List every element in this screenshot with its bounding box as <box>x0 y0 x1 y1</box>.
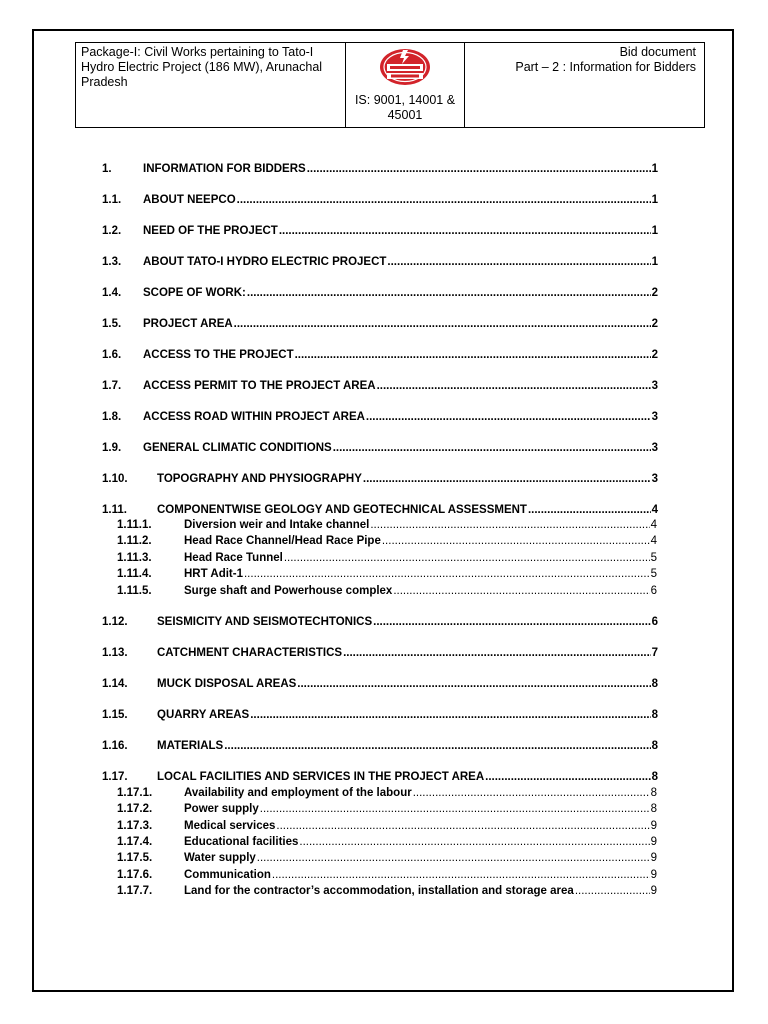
toc-entry-page: 9 <box>650 885 657 897</box>
toc-entry[interactable] <box>102 442 658 454</box>
toc-dot-leader <box>260 803 650 815</box>
toc-entry-title: Educational facilities <box>184 836 299 848</box>
toc-entry-number: 1.17.2. <box>117 803 153 815</box>
toc-entry[interactable] <box>117 836 657 848</box>
toc-entry[interactable] <box>102 225 658 237</box>
toc-entry[interactable] <box>102 163 658 175</box>
toc-entry-page: 7 <box>651 647 658 659</box>
toc-dot-leader <box>244 568 650 580</box>
toc-entry-title: ACCESS ROAD WITHIN PROJECT AREA <box>143 411 365 423</box>
toc-entry-title: COMPONENTWISE GEOLOGY AND GEOTECHNICAL ASSESSMENT <box>157 504 527 516</box>
toc-dot-leader <box>370 519 649 531</box>
toc-entry-page: 3 <box>651 473 658 485</box>
toc-dot-leader <box>234 318 651 330</box>
toc-entry-page: 9 <box>650 852 657 864</box>
toc-entry-number: 1.11.3. <box>117 552 152 564</box>
toc-entry[interactable] <box>117 803 657 815</box>
toc-entry-title: Head Race Tunnel <box>184 552 283 564</box>
toc-entry-title: QUARRY AREAS <box>157 709 250 721</box>
toc-entry-title: INFORMATION FOR BIDDERS <box>143 163 306 175</box>
toc-entry-number: 1.14. <box>102 678 128 690</box>
toc-entry-page: 1 <box>651 194 658 206</box>
toc-dot-leader <box>387 256 650 268</box>
toc-entry[interactable] <box>102 349 658 361</box>
toc-entry-title: NEED OF THE PROJECT <box>143 225 278 237</box>
toc-dot-leader <box>279 225 651 237</box>
toc-entry-page: 9 <box>650 836 657 848</box>
toc-dot-leader <box>250 709 650 721</box>
toc-entry-title: Head Race Channel/Head Race Pipe <box>184 535 381 547</box>
toc-entry-title: GENERAL CLIMATIC CONDITIONS <box>143 442 332 454</box>
toc-entry-page: 4 <box>650 519 657 531</box>
toc-entry-title: TOPOGRAPHY AND PHYSIOGRAPHY <box>157 473 362 485</box>
toc-entry-page: 8 <box>650 803 657 815</box>
toc-entry-page: 4 <box>650 535 657 547</box>
toc-entry[interactable] <box>102 771 658 783</box>
toc-entry-page: 3 <box>651 411 658 423</box>
toc-entry-number: 1.13. <box>102 647 128 659</box>
toc-entry[interactable] <box>117 852 657 864</box>
toc-entry[interactable] <box>102 616 658 628</box>
toc-entry-page: 1 <box>651 256 658 268</box>
toc-entry-title: MUCK DISPOSAL AREAS <box>157 678 297 690</box>
toc-entry-number: 1.11.4. <box>117 568 152 580</box>
toc-entry-number: 1.11.1. <box>117 519 152 531</box>
toc-entry[interactable] <box>102 678 658 690</box>
toc-entry-page: 3 <box>651 380 658 392</box>
toc-dot-leader <box>276 820 649 832</box>
toc-entry[interactable] <box>102 647 658 659</box>
toc-entry-number: 1.17.3. <box>117 820 153 832</box>
toc-entry-title: LOCAL FACILITIES AND SERVICES IN THE PROJECT AREA <box>157 771 485 783</box>
toc-dot-leader <box>307 163 651 175</box>
toc-entry[interactable] <box>117 885 657 897</box>
toc-entry[interactable] <box>117 585 657 597</box>
toc-entry[interactable] <box>102 380 658 392</box>
toc-entry-number: 1.17.7. <box>117 885 153 897</box>
iso-certification: IS: 9001, 14001 & 45001 <box>354 93 456 122</box>
toc-entry-title: ABOUT NEEPCO <box>143 194 236 206</box>
toc-entry-page: 9 <box>650 869 657 881</box>
toc-entry-page: 6 <box>651 616 658 628</box>
toc-entry-title: Communication <box>184 869 271 881</box>
toc-entry-page: 8 <box>651 771 658 783</box>
toc-entry-page: 3 <box>651 442 658 454</box>
toc-dot-leader <box>575 885 650 897</box>
toc-dot-leader <box>297 678 650 690</box>
toc-dot-leader <box>295 349 651 361</box>
toc-dot-leader <box>413 787 650 799</box>
toc-entry[interactable] <box>117 820 657 832</box>
toc-entry[interactable] <box>102 256 658 268</box>
toc-entry-number: 1.6. <box>102 349 122 361</box>
toc-entry-title: HRT Adit-1 <box>184 568 243 580</box>
toc-dot-leader <box>366 411 651 423</box>
toc-entry-title: Surge shaft and Powerhouse complex <box>184 585 393 597</box>
toc-entry-number: 1.17.6. <box>117 869 153 881</box>
toc-entry-number: 1.4. <box>102 287 122 299</box>
toc-dot-leader <box>333 442 651 454</box>
toc-dot-leader <box>247 287 651 299</box>
toc-entry-page: 2 <box>651 287 658 299</box>
toc-entry-title: CATCHMENT CHARACTERISTICS <box>157 647 343 659</box>
toc-entry-title: Power supply <box>184 803 259 815</box>
toc-entry-number: 1.1. <box>102 194 122 206</box>
toc-dot-leader <box>343 647 651 659</box>
toc-entry-page: 8 <box>651 678 658 690</box>
toc-entry-number: 1.17. <box>102 771 128 783</box>
toc-dot-leader <box>299 836 649 848</box>
toc-entry-title: Availability and employment of the labour <box>184 787 412 799</box>
toc-entry-page: 5 <box>650 552 657 564</box>
toc-entry[interactable] <box>102 318 658 330</box>
toc-entry-number: 1. <box>102 163 112 175</box>
toc-entry-number: 1.17.1. <box>117 787 153 799</box>
toc-entry[interactable] <box>102 411 658 423</box>
toc-entry[interactable] <box>117 869 657 881</box>
toc-entry-number: 1.7. <box>102 380 122 392</box>
toc-entry-number: 1.8. <box>102 411 122 423</box>
toc-entry[interactable] <box>102 194 658 206</box>
toc-entry-number: 1.11.5. <box>117 585 152 597</box>
toc-entry-title: PROJECT AREA <box>143 318 233 330</box>
toc-dot-leader <box>382 535 650 547</box>
toc-entry-number: 1.17.4. <box>117 836 153 848</box>
toc-entry[interactable] <box>102 287 658 299</box>
toc-entry-page: 8 <box>651 709 658 721</box>
toc-dot-leader <box>528 504 651 516</box>
toc-entry-title: ABOUT TATO-I HYDRO ELECTRIC PROJECT <box>143 256 387 268</box>
toc-entry-page: 4 <box>651 504 658 516</box>
toc-entry[interactable] <box>117 552 657 564</box>
header-project-title: Package-I: Civil Works pertaining to Tato-I Hydro Electric Project (186 MW), Arunachal Pradesh <box>76 43 346 127</box>
toc-entry-title: SEISMICITY AND SEISMOTECHTONICS <box>157 616 373 628</box>
toc-entry[interactable] <box>117 535 657 547</box>
toc-entry-title: MATERIALS <box>157 740 224 752</box>
toc-entry-title: SCOPE OF WORK: <box>143 287 246 299</box>
header-part-title: Part – 2 : Information for Bidders <box>515 60 696 74</box>
toc-entry-title: Land for the contractor’s accommodation, installation and storage area <box>184 885 574 897</box>
toc-entry-number: 1.15. <box>102 709 128 721</box>
toc-entry[interactable] <box>102 709 658 721</box>
toc-entry-page: 8 <box>651 740 658 752</box>
toc-dot-leader <box>257 852 650 864</box>
toc-entry[interactable] <box>102 504 658 516</box>
toc-dot-leader <box>237 194 651 206</box>
toc-entry[interactable] <box>102 473 658 485</box>
toc-entry-title: ACCESS PERMIT TO THE PROJECT AREA <box>143 380 376 392</box>
toc-entry-page: 9 <box>650 820 657 832</box>
toc-entry-number: 1.9. <box>102 442 122 454</box>
toc-entry-page: 2 <box>651 318 658 330</box>
toc-entry[interactable] <box>102 740 658 752</box>
toc-entry-page: 6 <box>650 585 657 597</box>
toc-entry-page: 1 <box>651 225 658 237</box>
toc-entry-number: 1.11.2. <box>117 535 152 547</box>
toc-dot-leader <box>272 869 650 881</box>
toc-entry-number: 1.3. <box>102 256 122 268</box>
toc-dot-leader <box>224 740 650 752</box>
toc-entry-page: 1 <box>651 163 658 175</box>
toc-entry[interactable] <box>117 568 657 580</box>
toc-entry-page: 8 <box>650 787 657 799</box>
toc-dot-leader <box>485 771 650 783</box>
toc-dot-leader <box>377 380 651 392</box>
toc-entry-number: 1.17.5. <box>117 852 153 864</box>
toc-entry-page: 5 <box>650 568 657 580</box>
toc-entry-number: 1.2. <box>102 225 122 237</box>
header-bid-document: Bid document <box>619 45 696 59</box>
toc-entry-number: 1.5. <box>102 318 122 330</box>
toc-entry-title: Diversion weir and Intake channel <box>184 519 370 531</box>
toc-entry-page: 2 <box>651 349 658 361</box>
toc-dot-leader <box>363 473 651 485</box>
toc-entry-title: Water supply <box>184 852 256 864</box>
toc-entry-number: 1.12. <box>102 616 128 628</box>
toc-entry-title: ACCESS TO THE PROJECT <box>143 349 294 361</box>
toc-entry-number: 1.10. <box>102 473 128 485</box>
toc-entry-number: 1.11. <box>102 504 127 516</box>
toc-entry-number: 1.16. <box>102 740 128 752</box>
toc-dot-leader <box>393 585 649 597</box>
toc-entry-title: Medical services <box>184 820 276 832</box>
toc-entry[interactable] <box>117 519 657 531</box>
toc-dot-leader <box>373 616 650 628</box>
toc-entry[interactable] <box>117 787 657 799</box>
toc-dot-leader <box>284 552 650 564</box>
